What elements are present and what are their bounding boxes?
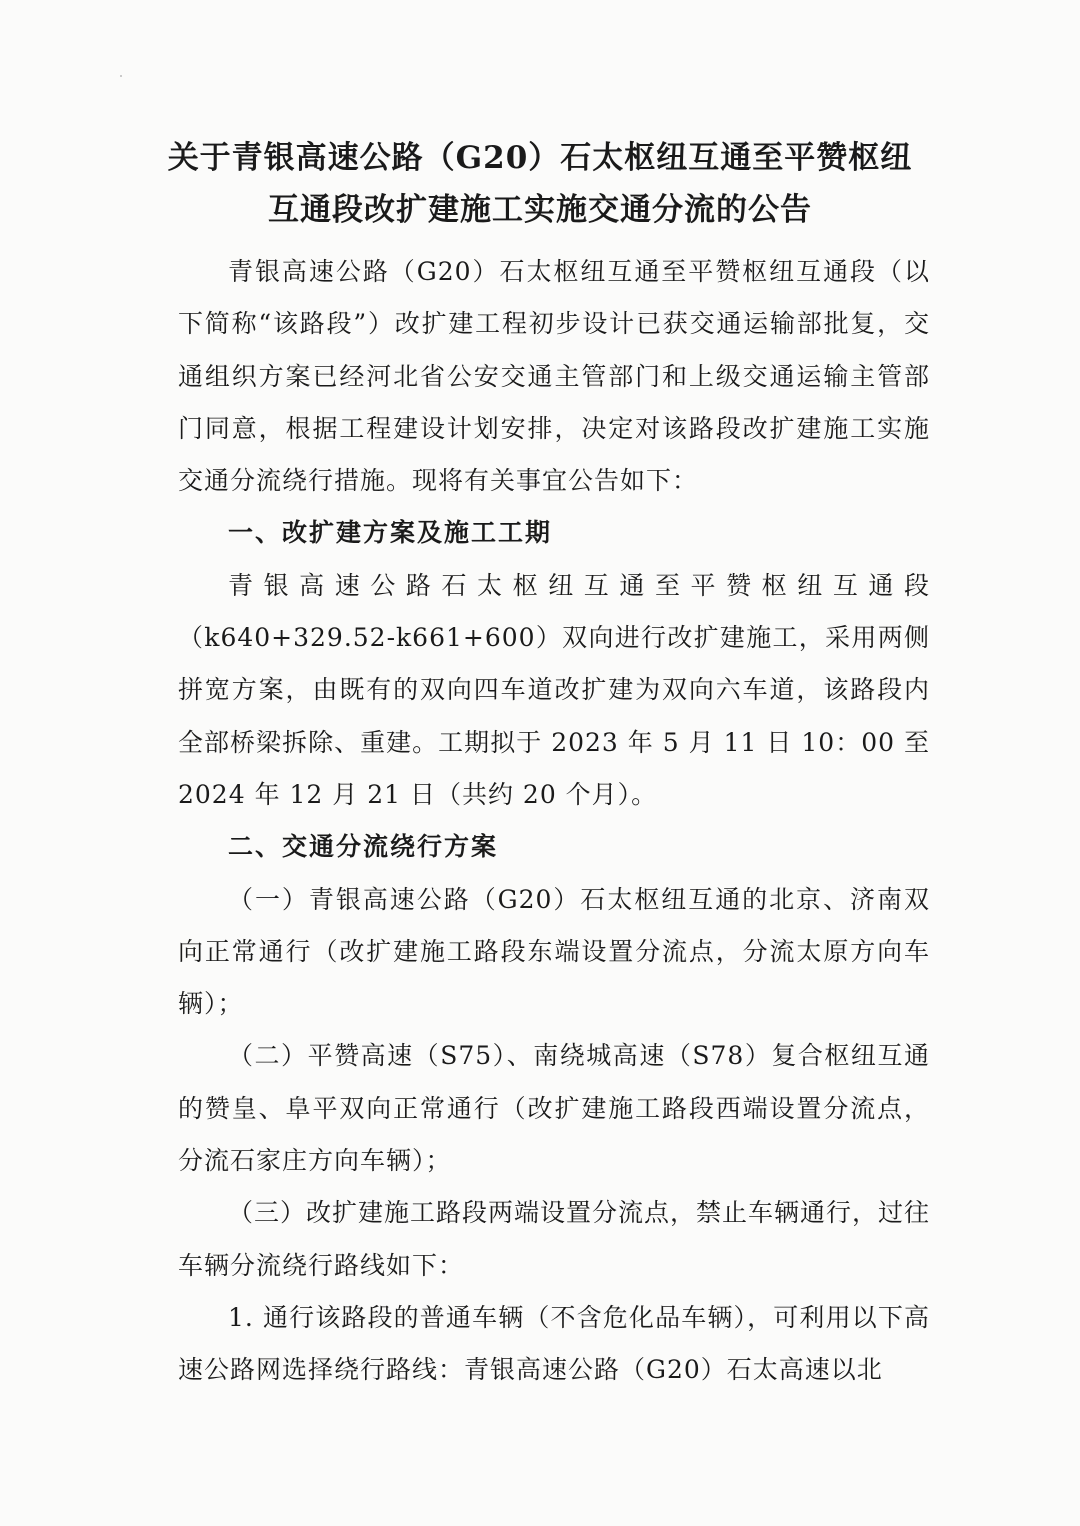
item-3-1-paragraph: 1. 通行该路段的普通车辆（不含危化品车辆），可利用以下高速公路网选择绕行路线：青银高速公路（G20）石太高速以北 bbox=[178, 1302, 930, 1385]
document-title-line-1: 关于青银高速公路（G20）石太枢纽互通至平赞枢纽 bbox=[167, 140, 913, 176]
document-title-line-2: 互通段改扩建施工实施交通分流的公告 bbox=[268, 192, 812, 228]
document-body bbox=[178, 246, 930, 1397]
section-1-paragraph: 青银高速公路石太枢纽互通至平赞枢纽互通段（k640+329.52-k661+600）双向进行改扩建施工，采用两侧拼宽方案，由既有的双向四车道改扩建为双向六车道，该路段内全部桥梁拆除、重建。工期拟于 2023 年 5 月 11 日 10：00 至 2024 年 12 月 21 日（共约 20 个月）。 bbox=[178, 570, 930, 809]
intro-paragraph: 青银高速公路（G20）石太枢纽互通至平赞枢纽互通段（以下简称“该路段”）改扩建工程初步设计已获交通运输部批复，交通组织方案已经河北省公安交通主管部门和上级交通运输主管部门同意，根据工程建设计划安排，决定对该路段改扩建施工实施交通分流绕行措施。现将有关事宜公告如下： bbox=[178, 257, 930, 496]
section-2-heading: 二、交通分流绕行方案 bbox=[228, 832, 499, 862]
section-1-heading: 一、改扩建方案及施工工期 bbox=[228, 518, 553, 548]
item-2-paragraph: （二）平赞高速（S75）、南绕城高速（S78）复合枢纽互通的赞皇、阜平双向正常通行（改扩建施工路段西端设置分流点，分流石家庄方向车辆）； bbox=[178, 1041, 930, 1176]
item-3-paragraph: （三）改扩建施工路段两端设置分流点，禁止车辆通行，过往车辆分流绕行路线如下： bbox=[178, 1198, 931, 1280]
item-1-paragraph: （一）青银高速公路（G20）石太枢纽互通的北京、济南双向正常通行（改扩建施工路段东端设置分流点，分流太原方向车辆）； bbox=[178, 884, 930, 1019]
scan-speck bbox=[120, 75, 122, 77]
